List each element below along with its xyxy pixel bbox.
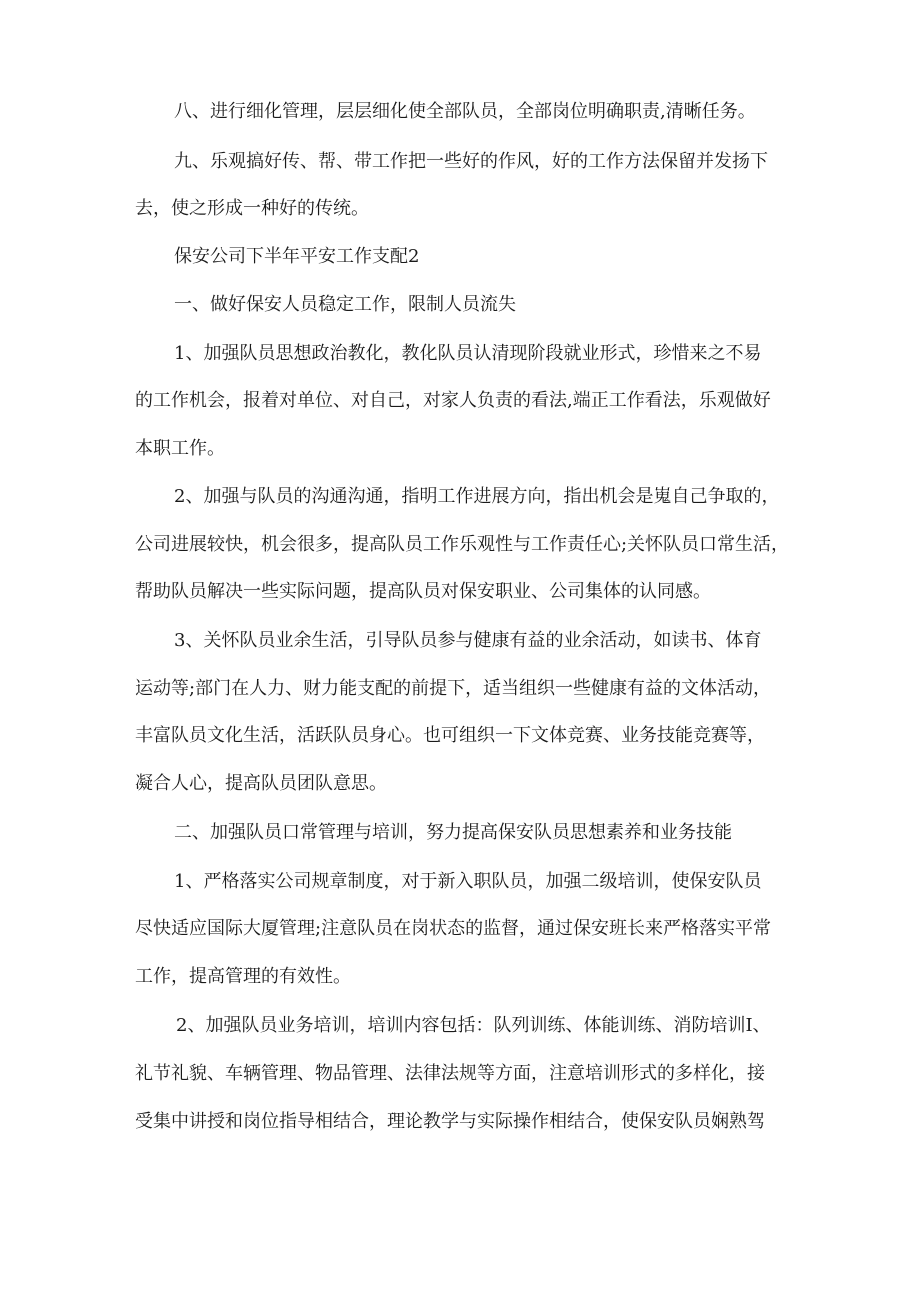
paragraph-line: 二、加强队员口常管理与培训，努力提高保安队员思想素养和业务技能 [174,822,732,843]
paragraph-line: 礼节礼貌、车辆管理、物品管理、法律法规等方面，注意培训形式的多样化，接 [135,1063,765,1084]
paragraph-line: 运动等;部门在人力、财力能支配的前提下，适当组织一些健康有益的文体活动， [135,678,772,699]
paragraph-line: 帮助队员解决一些实际问题，提高队员对保安职业、公司集体的认同感。 [135,581,711,602]
paragraph-line: 的工作机会，报着对单位、对自己，对家人负责的看法,端正工作看法，乐观做好 [135,390,771,411]
section-heading: 保安公司下半年平安工作支配2 [174,246,420,267]
paragraph-line: 2、加强与队员的沟通沟通，指明工作进展方向，指出机会是嵬自己争取的， [174,486,780,507]
paragraph-line: 1、加强队员思想政治教化，教化队员认清现阶段就业形式，珍惜来之不易 [174,343,762,364]
paragraph-line: 尽快适应国际大厦管理;注意队员在岗状态的监督，通过保安班长来严格落实平常 [135,918,772,939]
paragraph-line: 本职工作。 [135,438,225,459]
paragraph-line: 丰富队员文化生活，活跃队员身心。也可组织一下文体竞赛、业务技能竞赛等， [135,725,765,746]
paragraph-line: 1、严格落实公司规章制度，对于新入职队员，加强二级培训，使保安队员 [174,871,762,892]
paragraph-line: 工作，提高管理的有效性。 [135,966,351,987]
paragraph-line: 去，使之形成一种好的传统。 [135,198,369,219]
paragraph-line: 受集中讲授和岗位指导相结合，理论教学与实际操作相结合，使保安队员娴熟驾 [135,1111,765,1132]
paragraph-line: 九、乐观搞好传、帮、带工作把一些好的作风，好的工作方法保留并发扬下 [174,151,768,172]
paragraph-line: 3、关怀队员业余生活，引导队员参与健康有益的业余活动，如读书、体育 [174,630,762,651]
paragraph-line: 一、做好保安人员稳定工作，限制人员流失 [174,294,516,315]
paragraph-line: 2、加强队员业务培训，培训内容包括：队列训练、体能训练、消防培训I、 [176,1015,771,1036]
paragraph-line: 八、进行细化管理，层层细化使全部队员，全部岗位明确职责,清晰任务。 [174,101,756,122]
paragraph-line: 凝合人心，提高队员团队意思。 [135,773,387,794]
paragraph-line: 公司进展较快，机会很多，提高队员工作乐观性与工作责任心;关怀队员口常生活， [135,534,790,555]
